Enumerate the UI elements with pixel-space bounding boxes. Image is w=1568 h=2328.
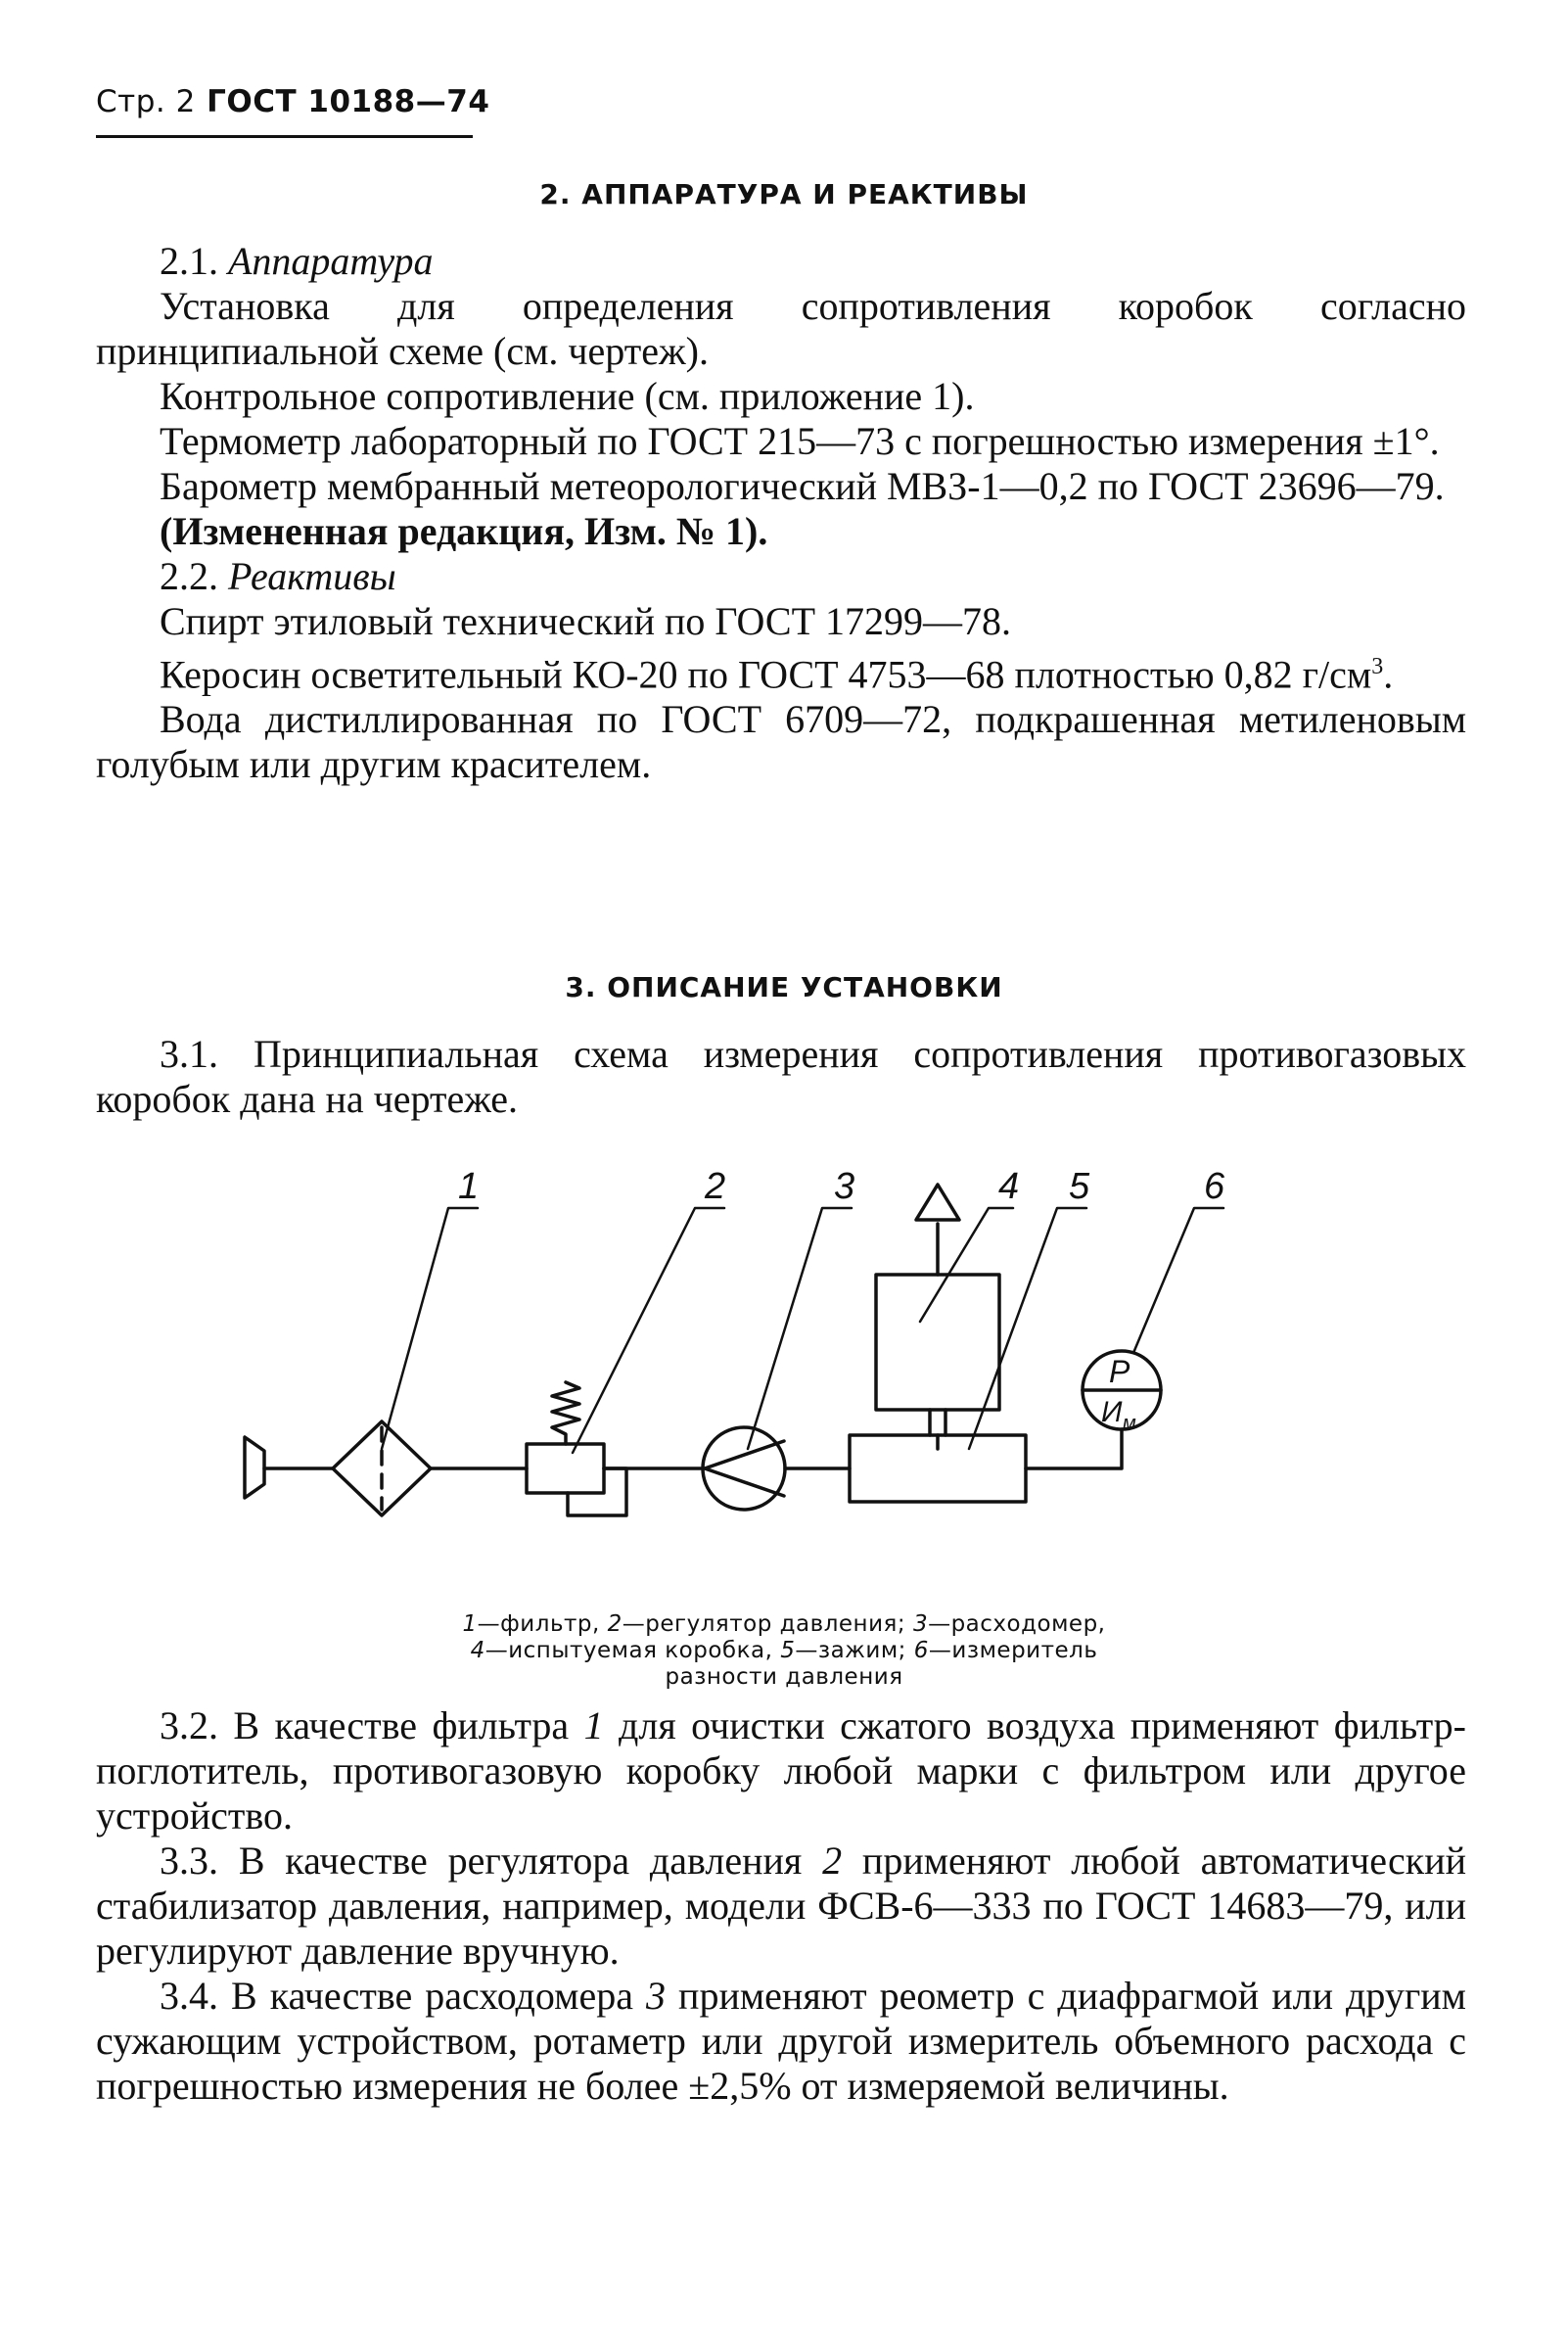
diagram-label: 2 <box>705 1166 726 1207</box>
diagram-caption <box>0 1611 1568 1691</box>
diagram-label: 6 <box>1204 1166 1225 1207</box>
inlet-symbol <box>245 1437 264 1498</box>
caption-number: 6 <box>913 1638 929 1663</box>
regulator-body <box>527 1444 604 1493</box>
paragraph-text: 3.3. В качестве регулятора давления <box>160 1839 823 1883</box>
diagram-label: 1 <box>458 1166 480 1207</box>
box-connector <box>930 1410 945 1435</box>
subsection-number: 2.1. <box>160 239 218 283</box>
paragraph-text: для очистки сжатого воздуха применяют фильтр-поглотитель, противогазовую коробку любой марки с фильтром или другое устройство. <box>96 1703 1466 1838</box>
caption-text: —регулятор давления; <box>622 1611 913 1637</box>
flowmeter-symbol <box>703 1427 785 1510</box>
caption-text: —измеритель <box>928 1638 1098 1663</box>
paragraph-text: . <box>1383 652 1394 697</box>
paragraph-text: применяют реометр с диафрагмой или другим сужающим устройством, ротаметр или другой измеритель объемного расхода с погрешностью измерения не более ±2,5% от измеряемой величины. <box>96 1974 1466 2108</box>
diagram-label: 5 <box>1069 1166 1090 1207</box>
paragraph: Вода дистиллированная по ГОСТ 6709—72, подкрашенная метиленовым голубым или другим красителем. <box>96 697 1466 787</box>
leader-line <box>382 1208 478 1449</box>
flowmeter-arrow <box>705 1441 784 1496</box>
caption-number: 4 <box>470 1638 485 1663</box>
exhaust-arrow <box>916 1185 959 1220</box>
paragraph: 3.1. Принципиальная схема измерения сопротивления противогазовых коробок дана на чертеже. <box>96 1032 1466 1121</box>
caption-line: разности давления <box>665 1664 903 1690</box>
paragraph <box>96 1839 1466 1974</box>
section-2-heading: 2. АППАРАТУРА И РЕАКТИВЫ <box>539 178 1029 210</box>
page-header <box>96 84 489 119</box>
leader-line <box>748 1208 852 1449</box>
diagram-label: 4 <box>998 1166 1020 1207</box>
regulator-spring <box>552 1382 579 1444</box>
paragraph: Термометр лабораторный по ГОСТ 215—73 с погрешностью измерения ±1°. <box>160 419 1440 463</box>
item-number: 2 <box>822 1839 843 1883</box>
section-3-heading: 3. ОПИСАНИЕ УСТАНОВКИ <box>565 971 1003 1003</box>
pipe-segment <box>1026 1429 1122 1468</box>
paragraph: Установка для определения сопротивления коробок согласно принципиальной схеме (см. чертеж). <box>96 284 1466 373</box>
caption-text: —испытуемая коробка, <box>484 1638 781 1663</box>
caption-text: —расходомер, <box>928 1611 1106 1637</box>
paragraph <box>96 644 1466 697</box>
header-rule <box>96 135 473 138</box>
caption-number: 3 <box>912 1611 929 1637</box>
caption-text: —фильтр, <box>477 1611 608 1637</box>
paragraph <box>96 1703 1466 1839</box>
amendment-note: (Измененная редакция, Изм. № 1). <box>160 509 768 553</box>
section-3-intro <box>96 1032 1466 1122</box>
section-2-body <box>96 239 1466 787</box>
caption-number: 5 <box>780 1638 796 1663</box>
paragraph-text: 3.4. В качестве расходомера <box>160 1974 647 2018</box>
paragraph: Контрольное сопротивление (см. приложение 1). <box>160 374 975 418</box>
subsection-title: Аппаратура <box>228 239 434 283</box>
gauge-label-top: P <box>1109 1354 1130 1389</box>
subsection-2-1-title <box>96 239 1466 284</box>
leader-line <box>573 1208 724 1453</box>
subsection-title: Реактивы <box>228 554 396 598</box>
section-3-body <box>96 1703 1466 2109</box>
caption-line <box>0 1611 1568 1638</box>
paragraph-text: применяют любой автоматический стабилизатор давления, например, модели ФСВ-6—333 по ГОСТ 14683—79, или регулируют давление вручную. <box>96 1839 1466 1973</box>
doc-code: ГОСТ 10188—74 <box>207 84 490 119</box>
subsection-2-2-title <box>96 554 1466 599</box>
caption-number: 2 <box>607 1611 623 1637</box>
diagram-label: 3 <box>834 1166 855 1207</box>
paragraph: Барометр мембранный метеорологический МВЗ-1—0,2 по ГОСТ 23696—79. <box>160 464 1445 508</box>
paragraph-text: Керосин осветительный КО-20 по ГОСТ 4753—68 плотностью 0,82 г/см <box>160 652 1372 697</box>
gauge-label-sub: м <box>1123 1413 1136 1434</box>
item-number: 1 <box>583 1703 604 1747</box>
schematic-diagram <box>235 1155 1272 1576</box>
caption-text: —зажим; <box>795 1638 914 1663</box>
paragraph <box>96 1974 1466 2109</box>
paragraph-text: 3.2. В качестве фильтра <box>160 1703 584 1747</box>
subsection-number: 2.2. <box>160 554 218 598</box>
page-label: Стр. 2 <box>96 84 196 119</box>
item-number: 3 <box>646 1974 667 2018</box>
caption-line <box>0 1638 1568 1664</box>
caption-number: 1 <box>462 1611 478 1637</box>
gauge-label-bottom: И <box>1101 1396 1123 1428</box>
leader-line <box>969 1208 1086 1449</box>
test-box <box>876 1275 999 1410</box>
superscript: 3 <box>1371 654 1384 679</box>
leader-line <box>1133 1208 1223 1353</box>
paragraph: Спирт этиловый технический по ГОСТ 17299—78. <box>160 599 1012 643</box>
